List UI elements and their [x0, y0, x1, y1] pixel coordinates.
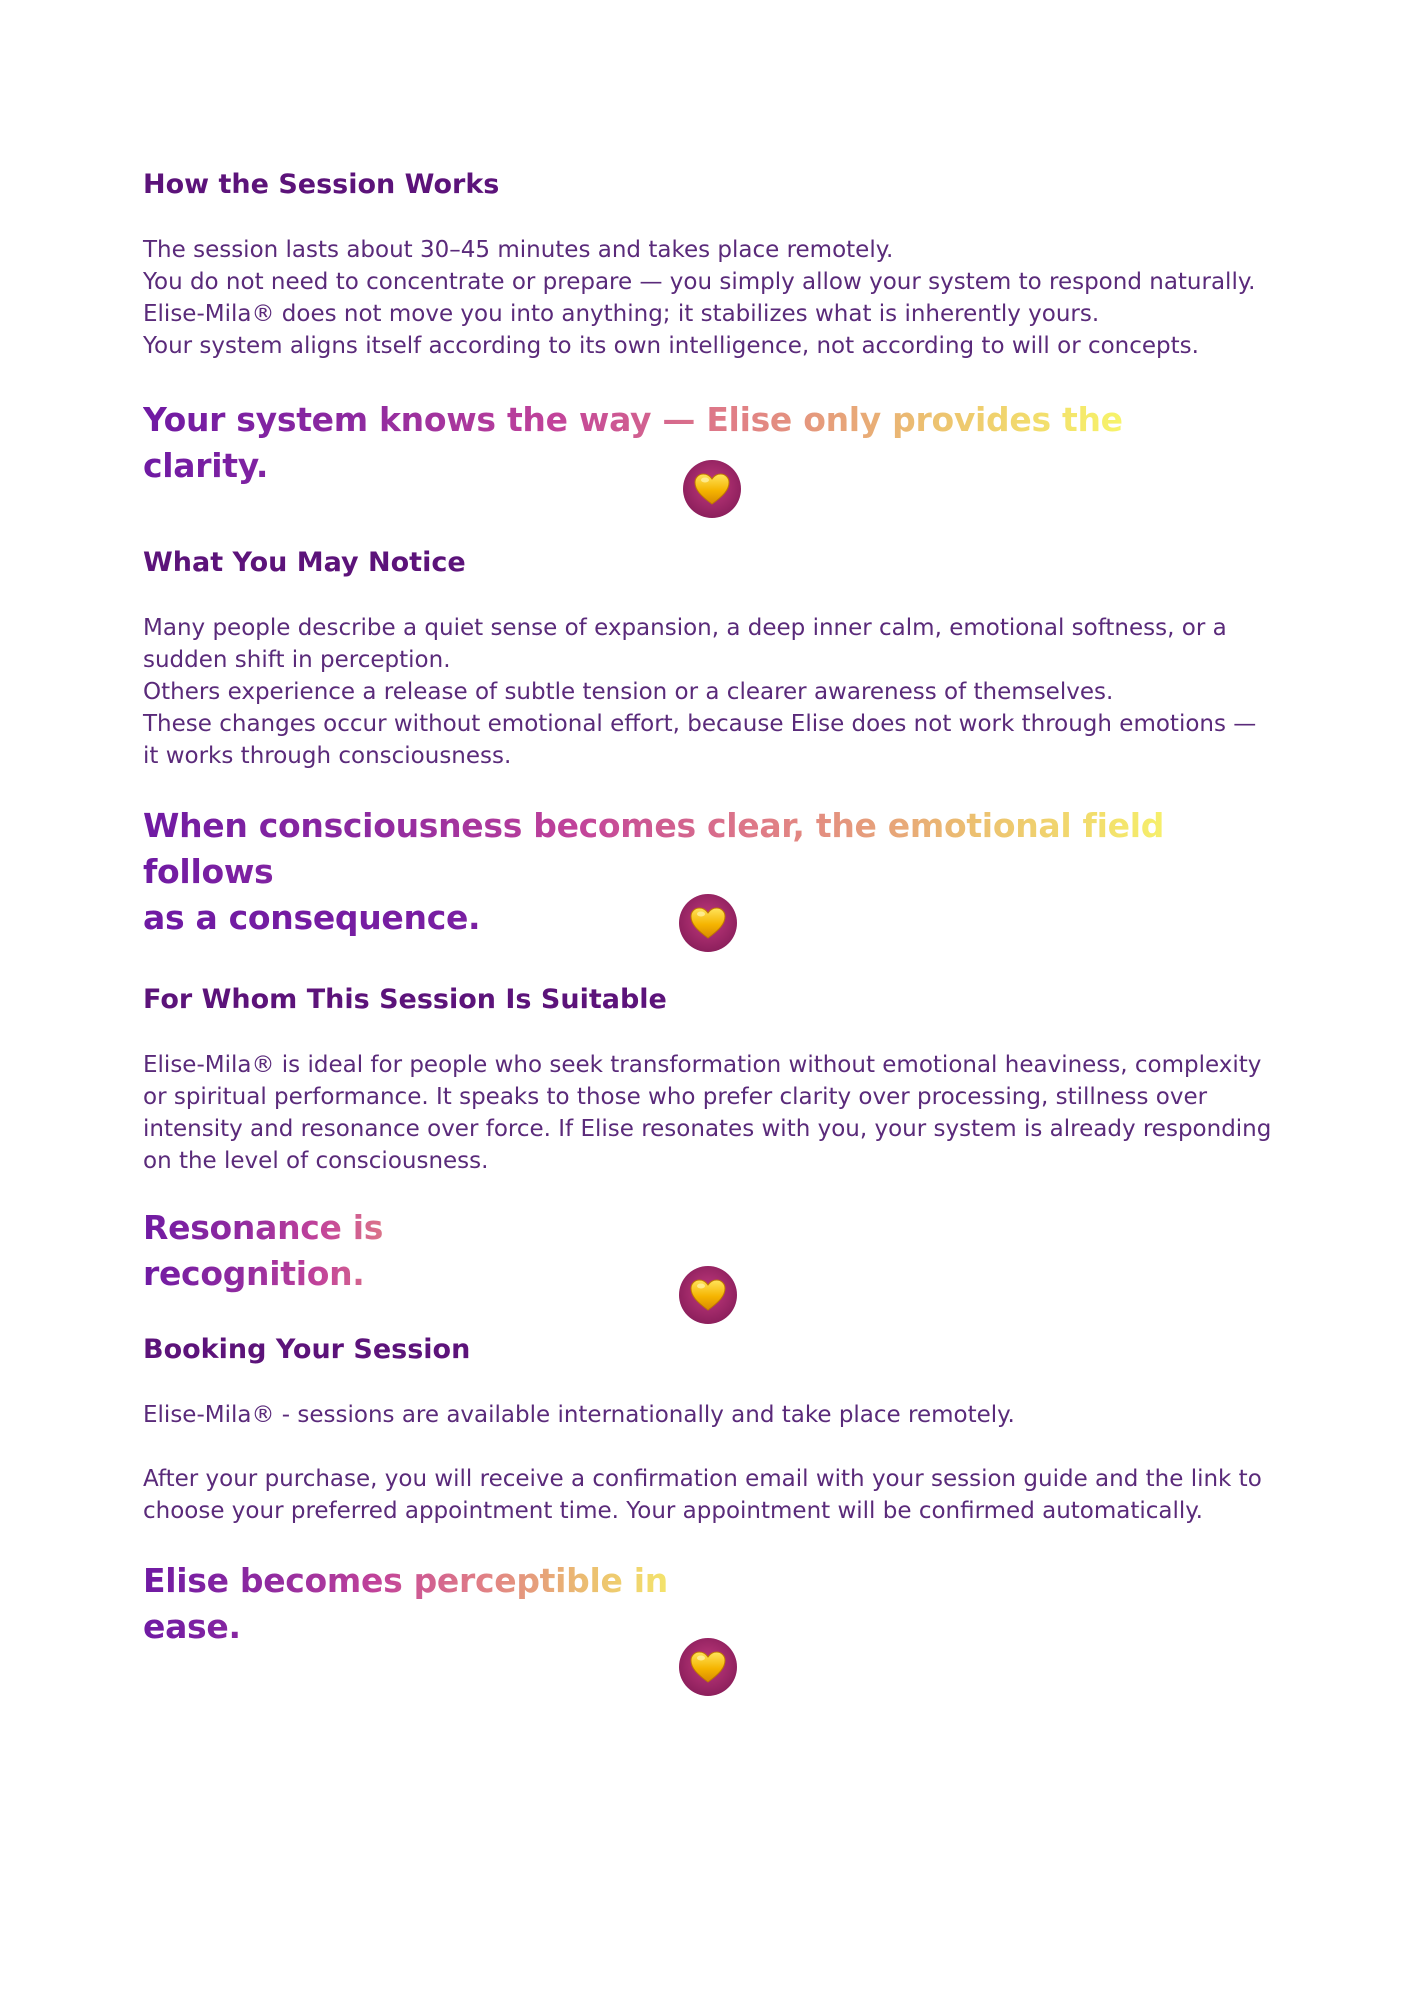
section-body: [143, 234, 1293, 362]
paragraph: Many people describe a quiet sense of expansion, a deep inner calm, emotional softness, or a sudden shift in perception.: [143, 615, 1227, 673]
section-what-you-may-notice: [143, 546, 1293, 772]
golden-heart-icon: [683, 460, 741, 518]
tagline-text: Resonance is recognition.: [143, 1205, 563, 1297]
paragraph: You do not need to concentrate or prepare — you simply allow your system to respond naturally.: [143, 269, 1256, 295]
tagline: [143, 1558, 1293, 1650]
tagline-text: Your system knows the way — Elise only provides the clarity.: [143, 397, 1123, 489]
paragraph: Elise-Mila® does not move you into anything; it stabilizes what is inherently yours.: [143, 301, 1100, 327]
tagline-text: as a consequence.: [143, 895, 480, 941]
paragraph: Others experience a release of subtle tension or a clearer awareness of themselves.: [143, 679, 1114, 705]
golden-heart-icon: [679, 894, 737, 952]
tagline-block: [143, 1558, 1293, 1650]
golden-heart-icon: [683, 460, 741, 518]
paragraph: The session lasts about 30–45 minutes and takes place remotely.: [143, 237, 894, 263]
section-booking: [143, 1333, 1293, 1527]
section-heading: Booking Your Session: [143, 1334, 471, 1365]
section-body: [143, 1049, 1288, 1177]
section-heading: For Whom This Session Is Suitable: [143, 984, 667, 1015]
paragraph: These changes occur without emotional effort, because Elise does not work through emotions — it works through consciousness.: [143, 711, 1257, 769]
golden-heart-icon: [679, 1638, 737, 1696]
golden-heart-icon: [679, 1266, 737, 1324]
tagline-text: Elise becomes perceptible in ease.: [143, 1558, 703, 1650]
paragraph: Elise-Mila® - sessions are available internationally and take place remotely.: [143, 1402, 1015, 1428]
golden-heart-icon: [679, 894, 737, 952]
section-heading: How the Session Works: [143, 169, 500, 200]
tagline-text: When consciousness becomes clear, the emotional field follows: [143, 803, 1183, 895]
paragraph: Elise-Mila® is ideal for people who seek transformation without emotional heaviness, complexity or spiritual performance. It speaks to those who prefer clarity over processing, stillness over intensity and resonance over force. If Elise resonates with you, your system is already responding on the level of consciousness.: [143, 1052, 1272, 1174]
section-heading: What You May Notice: [143, 547, 466, 578]
paragraph: Your system aligns itself according to its own intelligence, not according to will or concepts.: [143, 333, 1199, 359]
section-body: [143, 1399, 1273, 1527]
golden-heart-icon: [679, 1638, 737, 1696]
section-for-whom: [143, 983, 1293, 1177]
paragraph: After your purchase, you will receive a confirmation email with your session guide and the link to choose your preferred appointment time. Your appointment will be confirmed automatically.: [143, 1466, 1262, 1524]
section-how-session-works: [143, 168, 1293, 362]
golden-heart-icon: [679, 1266, 737, 1324]
section-body: [143, 612, 1273, 772]
